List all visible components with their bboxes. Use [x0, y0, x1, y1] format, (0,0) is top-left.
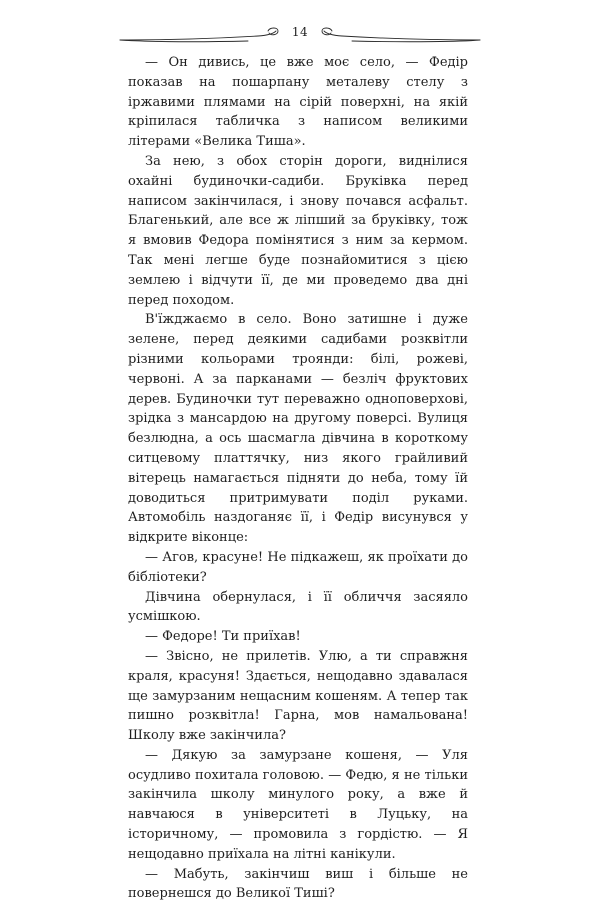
paragraph: Дівчина обернулася, і її обличчя засяяло усмішкою.: [128, 589, 468, 625]
paragraph: — Федоре! Ти приїхав!: [145, 629, 301, 645]
paragraph: За нею, з обох сторін дороги, виднілися охайні будиночки-садиби. Бруківка перед написом закінчилася, і знову почався асфальт. Благенький, але все ж ліпший за бруківку, тож я вмовив Федора помінятися з ним за кермом. Так мені легше буде познайомитися з цією землею і відчути її, де ми проведемо два дні перед походом.: [128, 153, 468, 308]
page-number: 14: [291, 25, 309, 39]
paragraph: — Агов, красуне! Не підкажеш, як проїхати до бібліотеки?: [128, 549, 468, 585]
body-text: [128, 53, 468, 904]
paragraph: — Мабуть, закінчиш виш і більше не повернешся до Великої Тиші?: [128, 866, 468, 902]
running-header: [118, 22, 482, 46]
paragraph: — Он дивись, це вже моє село, — Федір показав на пошарпану металеву стелу з іржавими плямами на сірій поверхні, на якій кріпилася табличка з написом великими літерами «Велика Тиша».: [128, 55, 468, 150]
paragraph: — Звісно, не прилетів. Улю, а ти справжня краля, красуня! Здається, нещодавно здавалася ще замурзаним нещасним кошеням. А тепер так пишно розквітла! Гарна, мов намальована! Школу вже закінчила?: [128, 648, 468, 744]
paragraph: В'їжджаємо в село. Воно затишне і дуже зелене, перед деякими садибами розквітли різними кольорами троянди: білі, рожеві, червоні. А за парканами — безліч фруктових дерев. Будиночки тут переважно одноповерхові, зрідка з мансардою на другому поверсі. Вулиця безлюдна, а ось шасмагла дівчина в короткому ситцевому платтячку, низ якого грайливий вітерець намагається підняти до неба, тому їй доводиться притримувати поділ руками. Автомобіль наздоганяє її, і Федір висунувся у відкрите віконце:: [128, 312, 468, 546]
paragraph: — Дякую за замурзане кошеня, — Уля осудливо похитала головою. — Федю, я не тільки закінчила школу минулого року, а вже й навчаюся в університеті в Луцьку, на історичному, — промовила з гордістю. — Я нещодавно приїхала на літні канікули.: [128, 747, 468, 862]
